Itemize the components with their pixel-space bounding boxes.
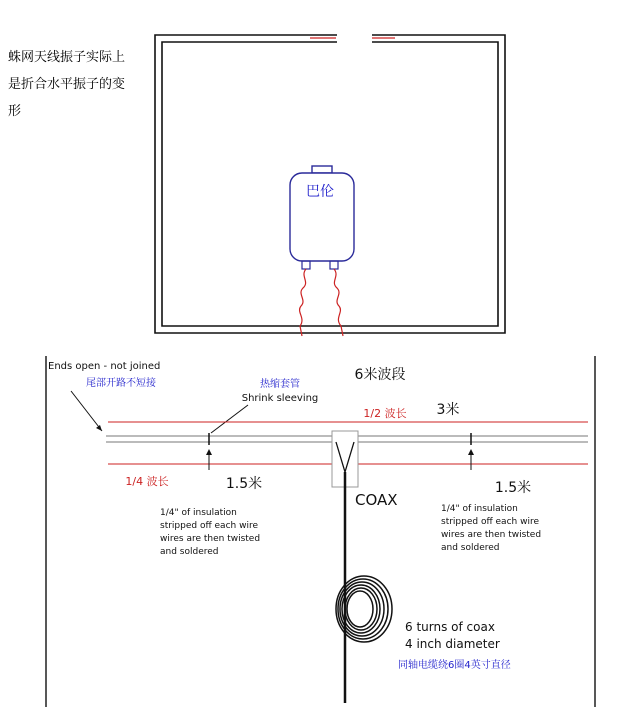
length-total: 3米 (436, 402, 460, 418)
band-title: 6米波段 (354, 367, 406, 383)
ends-open-pointer (71, 391, 102, 431)
coil-note-en: 4 inch diameter (405, 637, 500, 651)
shrink-pointer (211, 405, 248, 433)
balun-label: 巴伦 (306, 184, 334, 200)
right-arrowhead (468, 449, 474, 455)
shrink-label-zh: 热缩套管 (260, 379, 300, 390)
quarter-wave-label: 1/4 波长 (125, 475, 169, 488)
length-left: 1.5米 (225, 476, 263, 492)
coax-label: COAX (355, 491, 398, 509)
note-right-line: stripped off each wire (441, 517, 539, 527)
ends-open-arrowhead (96, 425, 102, 431)
balun (290, 166, 354, 269)
note-left-line: wires are then twisted (160, 534, 261, 544)
note-left-line: and soldered (160, 547, 219, 557)
note-left-line: 1/4" of insulation (160, 508, 237, 518)
ends-open-zh: 尾部开路不短接 (86, 378, 156, 389)
note-right-line: 1/4" of insulation (441, 504, 518, 514)
coil-note-zh: 同轴电缆绕6圈4英寸直径 (398, 660, 511, 671)
coil-notes (398, 620, 511, 671)
note-left (160, 508, 260, 557)
left-arrowhead (206, 449, 212, 455)
half-wave-label: 1/2 波长 (363, 407, 407, 420)
coil-note-en: 6 turns of coax (405, 620, 495, 634)
length-right: 1.5米 (494, 480, 532, 496)
intro-text: 蛛网天线振子实际上是折合水平振子的变形 (8, 50, 126, 119)
shrink-label-en: Shrink sleeving (241, 393, 319, 404)
note-right-line: wires are then twisted (441, 530, 542, 540)
ends-open-en: Ends open - not joined (48, 361, 161, 372)
note-right-line: and soldered (441, 543, 500, 553)
bottom-diagram (46, 356, 595, 707)
top-diagram (155, 35, 505, 336)
coax-coil (336, 576, 392, 642)
note-left-line: stripped off each wire (160, 521, 258, 531)
note-right (441, 504, 541, 553)
